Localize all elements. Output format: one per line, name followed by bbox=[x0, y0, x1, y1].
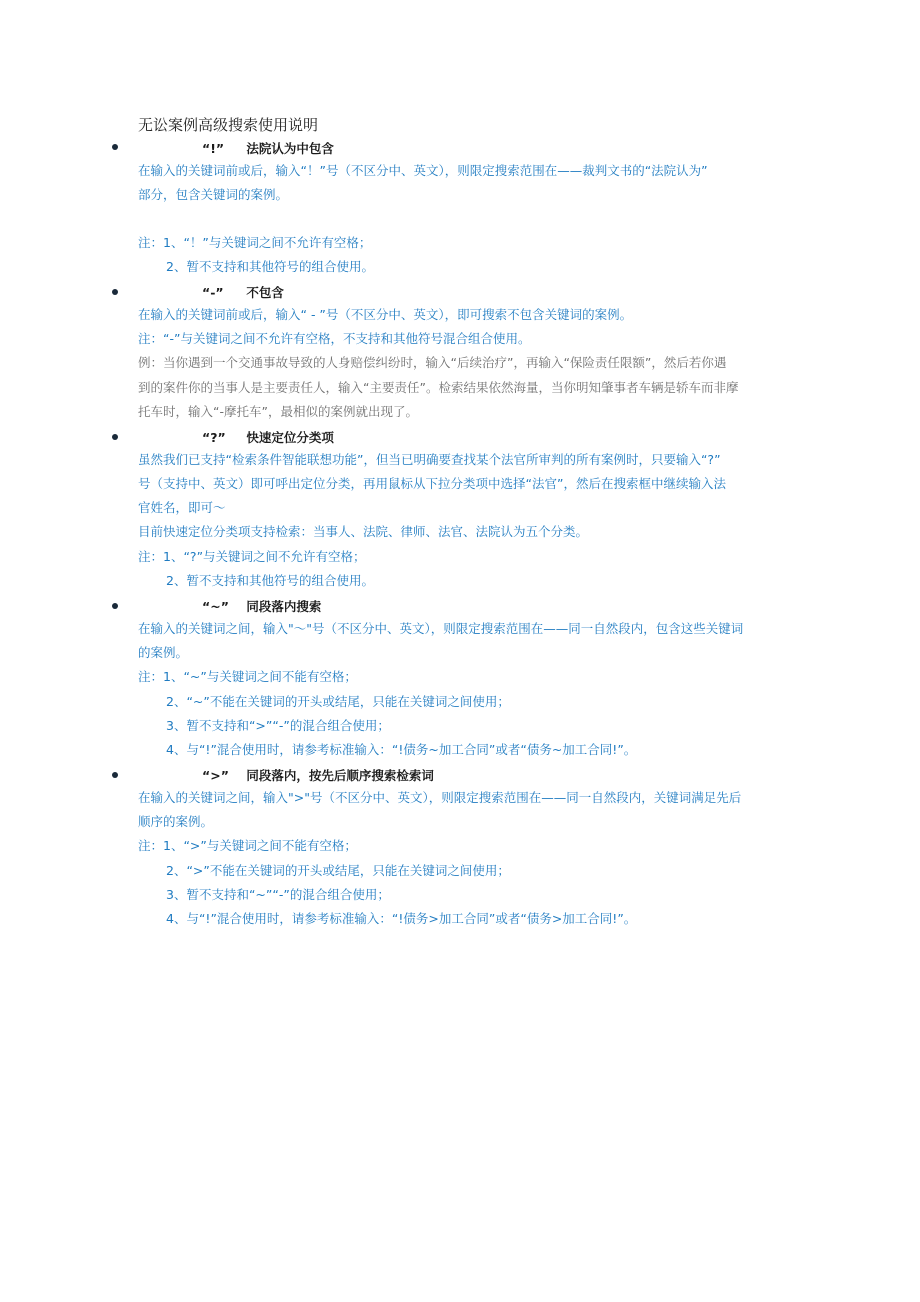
text-line: 在输入的关键词前或后，输入“！”号（不区分中、英文），则限定搜索范围在——裁判文书的“法院认为” bbox=[138, 163, 708, 178]
section-symbol: “~” bbox=[202, 599, 229, 614]
section-title: 不包含 bbox=[246, 285, 284, 300]
text-line: 在输入的关键词之间，输入">"号（不区分中、英文），则限定搜索范围在——同一自然段内，关键词满足先后 bbox=[138, 790, 742, 805]
section-title: 同段落内，按先后顺序搜索检索词 bbox=[246, 768, 434, 783]
example-line: 托车时，输入“-摩托车”，最相似的案例就出现了。 bbox=[138, 404, 418, 419]
text-line: 在输入的关键词前或后，输入“ - ”号（不区分中、英文），即可搜索不包含关键词的案例。 bbox=[138, 307, 633, 322]
text-line: 官姓名，即可～ bbox=[138, 500, 226, 515]
section-heading bbox=[202, 283, 284, 301]
note-line: 3、暂不支持和“>”“-”的混合组合使用； bbox=[166, 718, 390, 733]
section-symbol: “-” bbox=[202, 285, 224, 300]
text-line: 的案例。 bbox=[138, 645, 189, 660]
text-line: 顺序的案例。 bbox=[138, 814, 214, 829]
text-line: 目前快速定位分类项支持检索：当事人、法院、律师、法官、法院认为五个分类。 bbox=[138, 524, 589, 539]
note-line: 注：1、“！”与关键词之间不允许有空格； bbox=[138, 235, 372, 250]
example-line: 例：当你遇到一个交通事故导致的人身赔偿纠纷时，输入“后续治疗”，再输入“保险责任限额”，然后若你遇 bbox=[138, 355, 727, 370]
section-title: 快速定位分类项 bbox=[246, 430, 334, 445]
note-line: 4、与“!”混合使用时，请参考标准输入：“!债务>加工合同”或者“债务>加工合同!”。 bbox=[166, 911, 637, 926]
note-line: 2、“~”不能在关键词的开头或结尾，只能在关键词之间使用； bbox=[166, 694, 510, 709]
note-line: 3、暂不支持和“~”“-”的混合组合使用； bbox=[166, 887, 390, 902]
text-line: 号（支持中、英文）即可呼出定位分类，再用鼠标从下拉分类项中选择“法官”，然后在搜索框中继续输入法 bbox=[138, 476, 726, 491]
text-line: 虽然我们已支持“检索条件智能联想功能”，但当已明确要查找某个法官所审判的所有案例时，只要输入“?” bbox=[138, 452, 721, 467]
section-symbol: “?” bbox=[202, 430, 226, 445]
section-symbol: “>” bbox=[202, 768, 229, 783]
note-line: 注：1、“>”与关键词之间不能有空格； bbox=[138, 838, 357, 853]
bullet-icon bbox=[112, 603, 118, 609]
text-line: 部分，包含关键词的案例。 bbox=[138, 187, 289, 202]
section-heading bbox=[202, 139, 334, 157]
section-title: 同段落内搜索 bbox=[246, 599, 322, 614]
note-line: 2、暂不支持和其他符号的组合使用。 bbox=[166, 259, 374, 274]
bullet-icon bbox=[112, 144, 118, 150]
note-line: 2、“>”不能在关键词的开头或结尾，只能在关键词之间使用； bbox=[166, 863, 510, 878]
example-line: 到的案件你的当事人是主要责任人，输入“主要责任”。检索结果依然海量，当你明知肇事者车辆是轿车而非摩 bbox=[138, 380, 739, 395]
note-line: 4、与“!”混合使用时，请参考标准输入：“!债务~加工合同”或者“债务~加工合同!”。 bbox=[166, 742, 637, 757]
note-line: 注：1、“?”与关键词之间不允许有空格； bbox=[138, 549, 366, 564]
text-line: 在输入的关键词之间，输入"～"号（不区分中、英文），则限定搜索范围在——同一自然段内，包含这些关键词 bbox=[138, 621, 744, 636]
note-line: 2、暂不支持和其他符号的组合使用。 bbox=[166, 573, 374, 588]
section-symbol: “!” bbox=[202, 141, 225, 156]
bullet-icon bbox=[112, 434, 118, 440]
section-title: 法院认为中包含 bbox=[246, 141, 334, 156]
section-heading bbox=[202, 597, 321, 615]
page-title: 无讼案例高级搜索使用说明 bbox=[138, 116, 319, 134]
section-heading bbox=[202, 428, 334, 446]
section-heading bbox=[202, 766, 434, 784]
bullet-icon bbox=[112, 772, 118, 778]
note-line: 注：“-”与关键词之间不允许有空格，不支持和其他符号混合组合使用。 bbox=[138, 331, 531, 346]
bullet-icon bbox=[112, 289, 118, 295]
note-line: 注：1、“~”与关键词之间不能有空格； bbox=[138, 669, 357, 684]
